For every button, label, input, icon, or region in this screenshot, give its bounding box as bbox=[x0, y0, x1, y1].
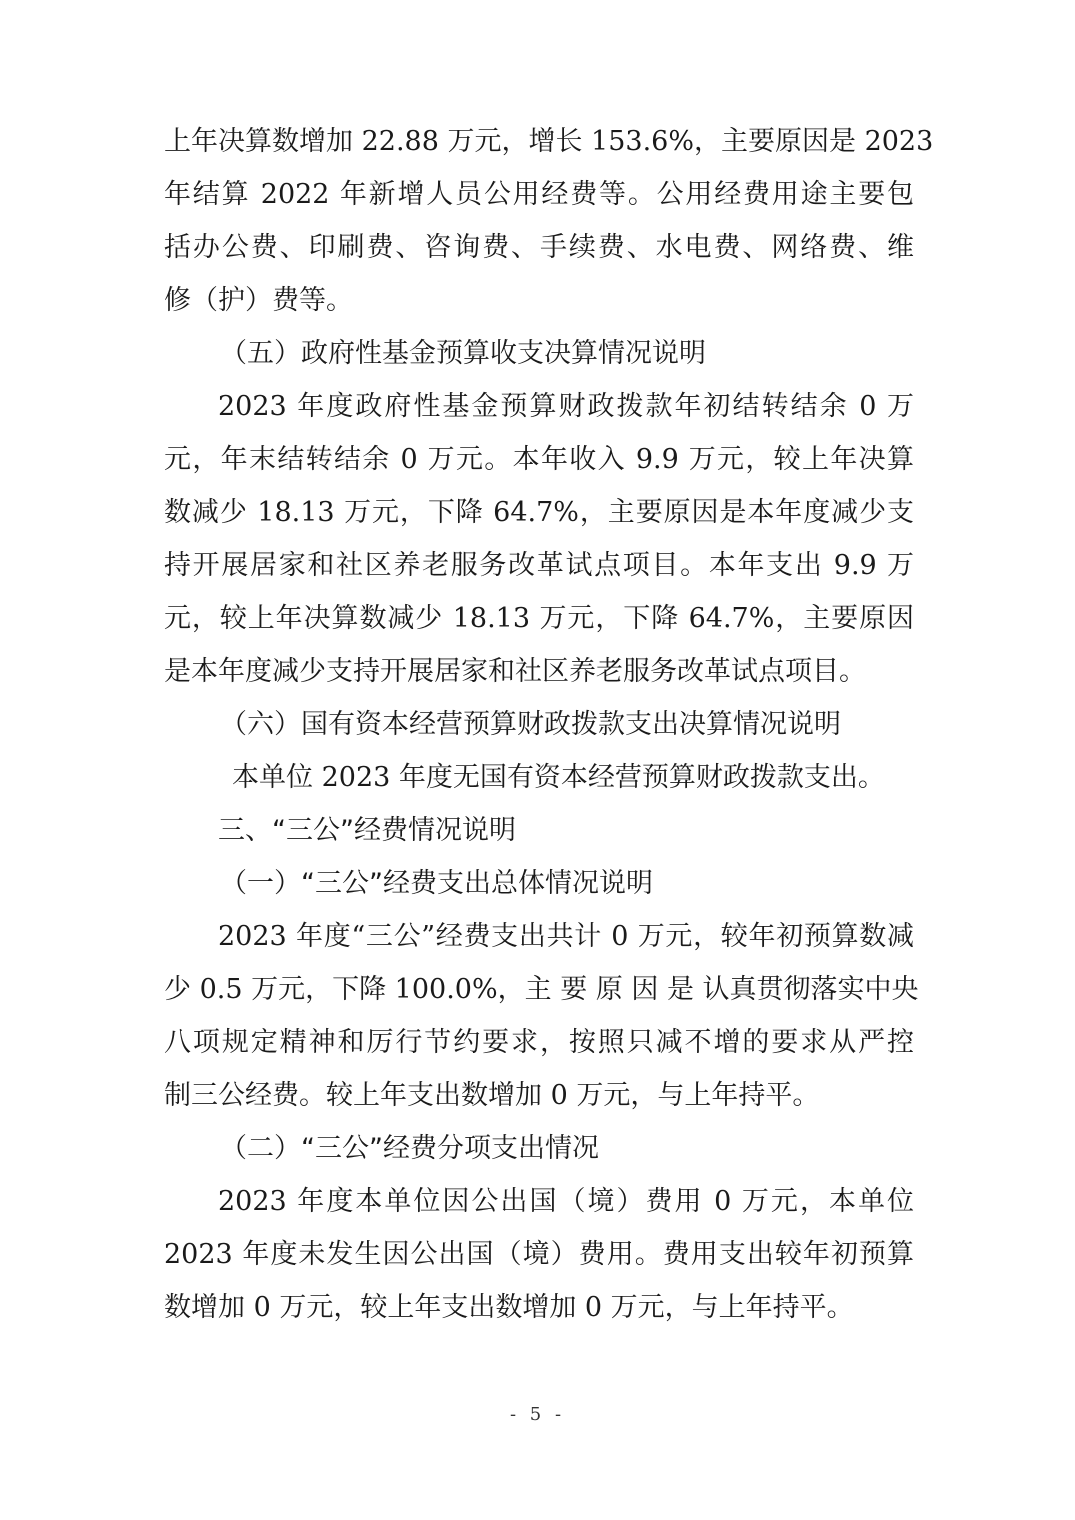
paragraph-line: 修（护）费等。 bbox=[164, 285, 353, 316]
paragraph-line: 2023 年度“三公”经费支出共计 0 万元，较年初预算数减 bbox=[218, 921, 914, 952]
paragraph-line: 是本年度减少支持开展居家和社区养老服务改革试点项目。 bbox=[164, 656, 866, 687]
paragraph-line: 持开展居家和社区养老服务改革试点项目。本年支出 9.9 万 bbox=[164, 550, 914, 581]
section-heading: （二）“三公”经费分项支出情况 bbox=[220, 1133, 599, 1164]
paragraph-line: 元，年末结转结余 0 万元。本年收入 9.9 万元，较上年决算 bbox=[164, 444, 914, 475]
paragraph-line: 少 0.5 万元，下降 100.0%，主 要 原 因 是 认真贯彻落实中央 bbox=[164, 974, 919, 1005]
paragraph-line: 2023 年度政府性基金预算财政拨款年初结转结余 0 万 bbox=[218, 391, 914, 422]
paragraph-line: 制三公经费。较上年支出数增加 0 万元，与上年持平。 bbox=[164, 1080, 820, 1111]
section-heading: （一）“三公”经费支出总体情况说明 bbox=[220, 868, 653, 899]
paragraph-line: 年结算 2022 年新增人员公用经费等。公用经费用途主要包 bbox=[164, 179, 914, 210]
section-heading: （六）国有资本经营预算财政拨款支出决算情况说明 bbox=[220, 709, 841, 740]
paragraph-line: 八项规定精神和厉行节约要求，按照只减不增的要求从严控 bbox=[164, 1027, 914, 1058]
section-heading: 三、“三公”经费情况说明 bbox=[218, 815, 516, 846]
section-heading: （五）政府性基金预算收支决算情况说明 bbox=[220, 338, 706, 369]
page-number: - 5 - bbox=[509, 1404, 566, 1425]
paragraph-line: 2023 年度本单位因公出国（境）费用 0 万元，本单位 bbox=[218, 1186, 914, 1217]
paragraph-line: 数减少 18.13 万元，下降 64.7%，主要原因是本年度减少支 bbox=[164, 497, 914, 528]
paragraph-line: 本单位 2023 年度无国有资本经营预算财政拨款支出。 bbox=[232, 762, 885, 793]
paragraph-line: 数增加 0 万元，较上年支出数增加 0 万元，与上年持平。 bbox=[164, 1292, 854, 1323]
paragraph-line: 2023 年度未发生因公出国（境）费用。费用支出较年初预算 bbox=[164, 1239, 914, 1270]
paragraph-line: 括办公费、印刷费、咨询费、手续费、水电费、网络费、维 bbox=[164, 232, 914, 263]
paragraph-line: 上年决算数增加 22.88 万元，增长 153.6%，主要原因是 2023 bbox=[164, 126, 934, 157]
paragraph-line: 元，较上年决算数减少 18.13 万元，下降 64.7%，主要原因 bbox=[164, 603, 914, 634]
